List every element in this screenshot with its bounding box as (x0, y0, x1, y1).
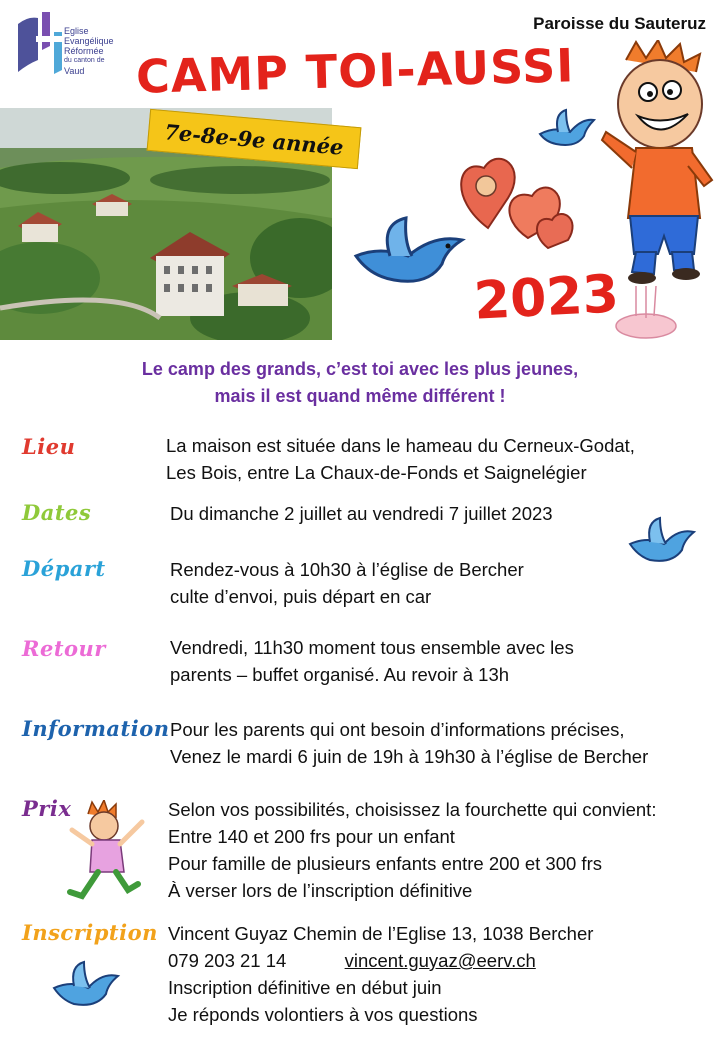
information-text: Pour les parents qui ont besoin d’informations précises, Venez le mardi 6 juin de 19h à 19h30 à l’église de Bercher (170, 719, 649, 767)
dates-text: Du dimanche 2 juillet au vendredi 7 juillet 2023 (170, 503, 553, 524)
prix-text: Selon vos possibilités, choisissez la fourchette qui convient: Entre 140 et 200 frs pour un enfant Pour famille de plusieurs enfants entre 200 et 300 frs À verser lors de l’inscription définitive (168, 799, 657, 901)
contact-address: Vincent Guyaz Chemin de l’Eglise 13, 1038 Bercher (168, 923, 594, 944)
label-dates: Dates (22, 500, 92, 525)
phone-number: 079 203 21 14 (168, 950, 287, 971)
parish-name: Paroisse du Sauteruz (533, 14, 706, 33)
bird-icon (50, 960, 122, 1016)
inscription-text: Vincent Guyaz Chemin de l’Eglise 13, 1038 Bercher 079 203 21 14 vincent.guyaz@eerv.ch Inscription définitive en début juin Je réponds volontiers à vos questions (168, 920, 593, 1028)
bird-icon (536, 108, 600, 156)
year-label: 2023 (472, 264, 621, 332)
running-child-illustration (62, 800, 146, 904)
camp-title: CAMP TOI-AUSSI (135, 38, 576, 104)
label-information: Information (22, 716, 170, 741)
bird-icon (350, 216, 468, 300)
subtitle (0, 356, 720, 410)
depart-text: Rendez-vous à 10h30 à l’église de Bercher culte d’envoi, puis départ en car (170, 559, 524, 607)
label-retour: Retour (22, 636, 106, 661)
subtitle-line: Le camp des grands, c’est toi avec les plus jeunes, (141, 359, 579, 379)
label-inscription: Inscription (22, 920, 158, 945)
label-depart: Départ (22, 556, 106, 581)
contact-line (168, 947, 593, 974)
label-prix: Prix (22, 796, 72, 821)
label-lieu: Lieu (22, 434, 76, 459)
lieu-text: La maison est située dans le hameau du Cerneux-Godat, Les Bois, entre La Chaux-de-Fonds et Saignelégier (166, 435, 635, 483)
logo-text: Eglise Evangélique Réformée du canton de Vaud (64, 26, 114, 76)
retour-text: Vendredi, 11h30 moment tous ensemble avec les parents – buffet organisé. Au revoir à 13h (170, 637, 574, 685)
bird-icon (626, 516, 698, 572)
grade-banner: 7e-8e-9e année (147, 109, 362, 169)
subtitle-line: mais il est quand même différent ! (214, 386, 506, 406)
hearts-illustration (448, 148, 588, 258)
email-link[interactable]: vincent.guyaz@eerv.ch (344, 950, 536, 971)
